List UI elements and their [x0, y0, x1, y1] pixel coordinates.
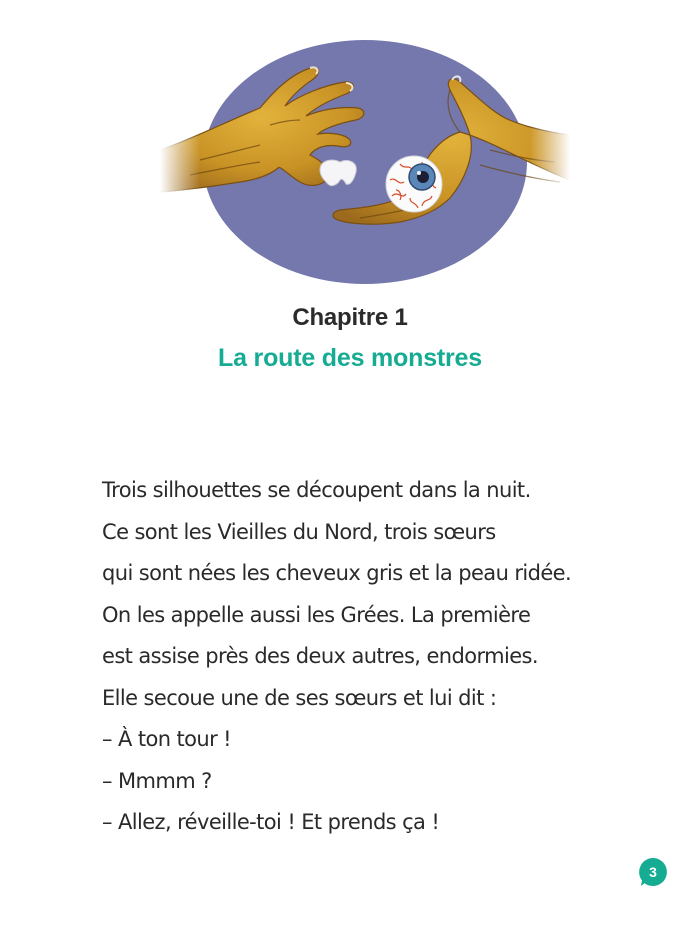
story-line: qui sont nées les cheveux gris et la peau ridée.: [102, 561, 572, 585]
hands-eye-illustration: [160, 40, 570, 285]
story-line: Trois silhouettes se découpent dans la nuit.: [102, 478, 531, 502]
story-line: – Mmmm ?: [102, 768, 212, 793]
tooth-icon: [320, 160, 356, 186]
story-line: est assise près des deux autres, endormies.: [102, 644, 538, 668]
eyeball-icon: [386, 156, 442, 212]
story-text: [102, 470, 682, 844]
story-line: – À ton tour !: [102, 727, 232, 751]
story-line: Elle secoue une de ses sœurs et lui dit :: [102, 685, 497, 710]
chapter-label: Chapitre 1: [292, 304, 408, 331]
story-line: On les appelle aussi les Grées. La première: [102, 602, 531, 627]
chapter-title: La route des monstres: [218, 344, 482, 372]
page-number: 3: [649, 864, 657, 880]
story-line: Ce sont les Vieilles du Nord, trois sœurs: [102, 519, 496, 544]
story-line: – Allez, réveille-toi ! Et prends ça !: [102, 810, 440, 834]
